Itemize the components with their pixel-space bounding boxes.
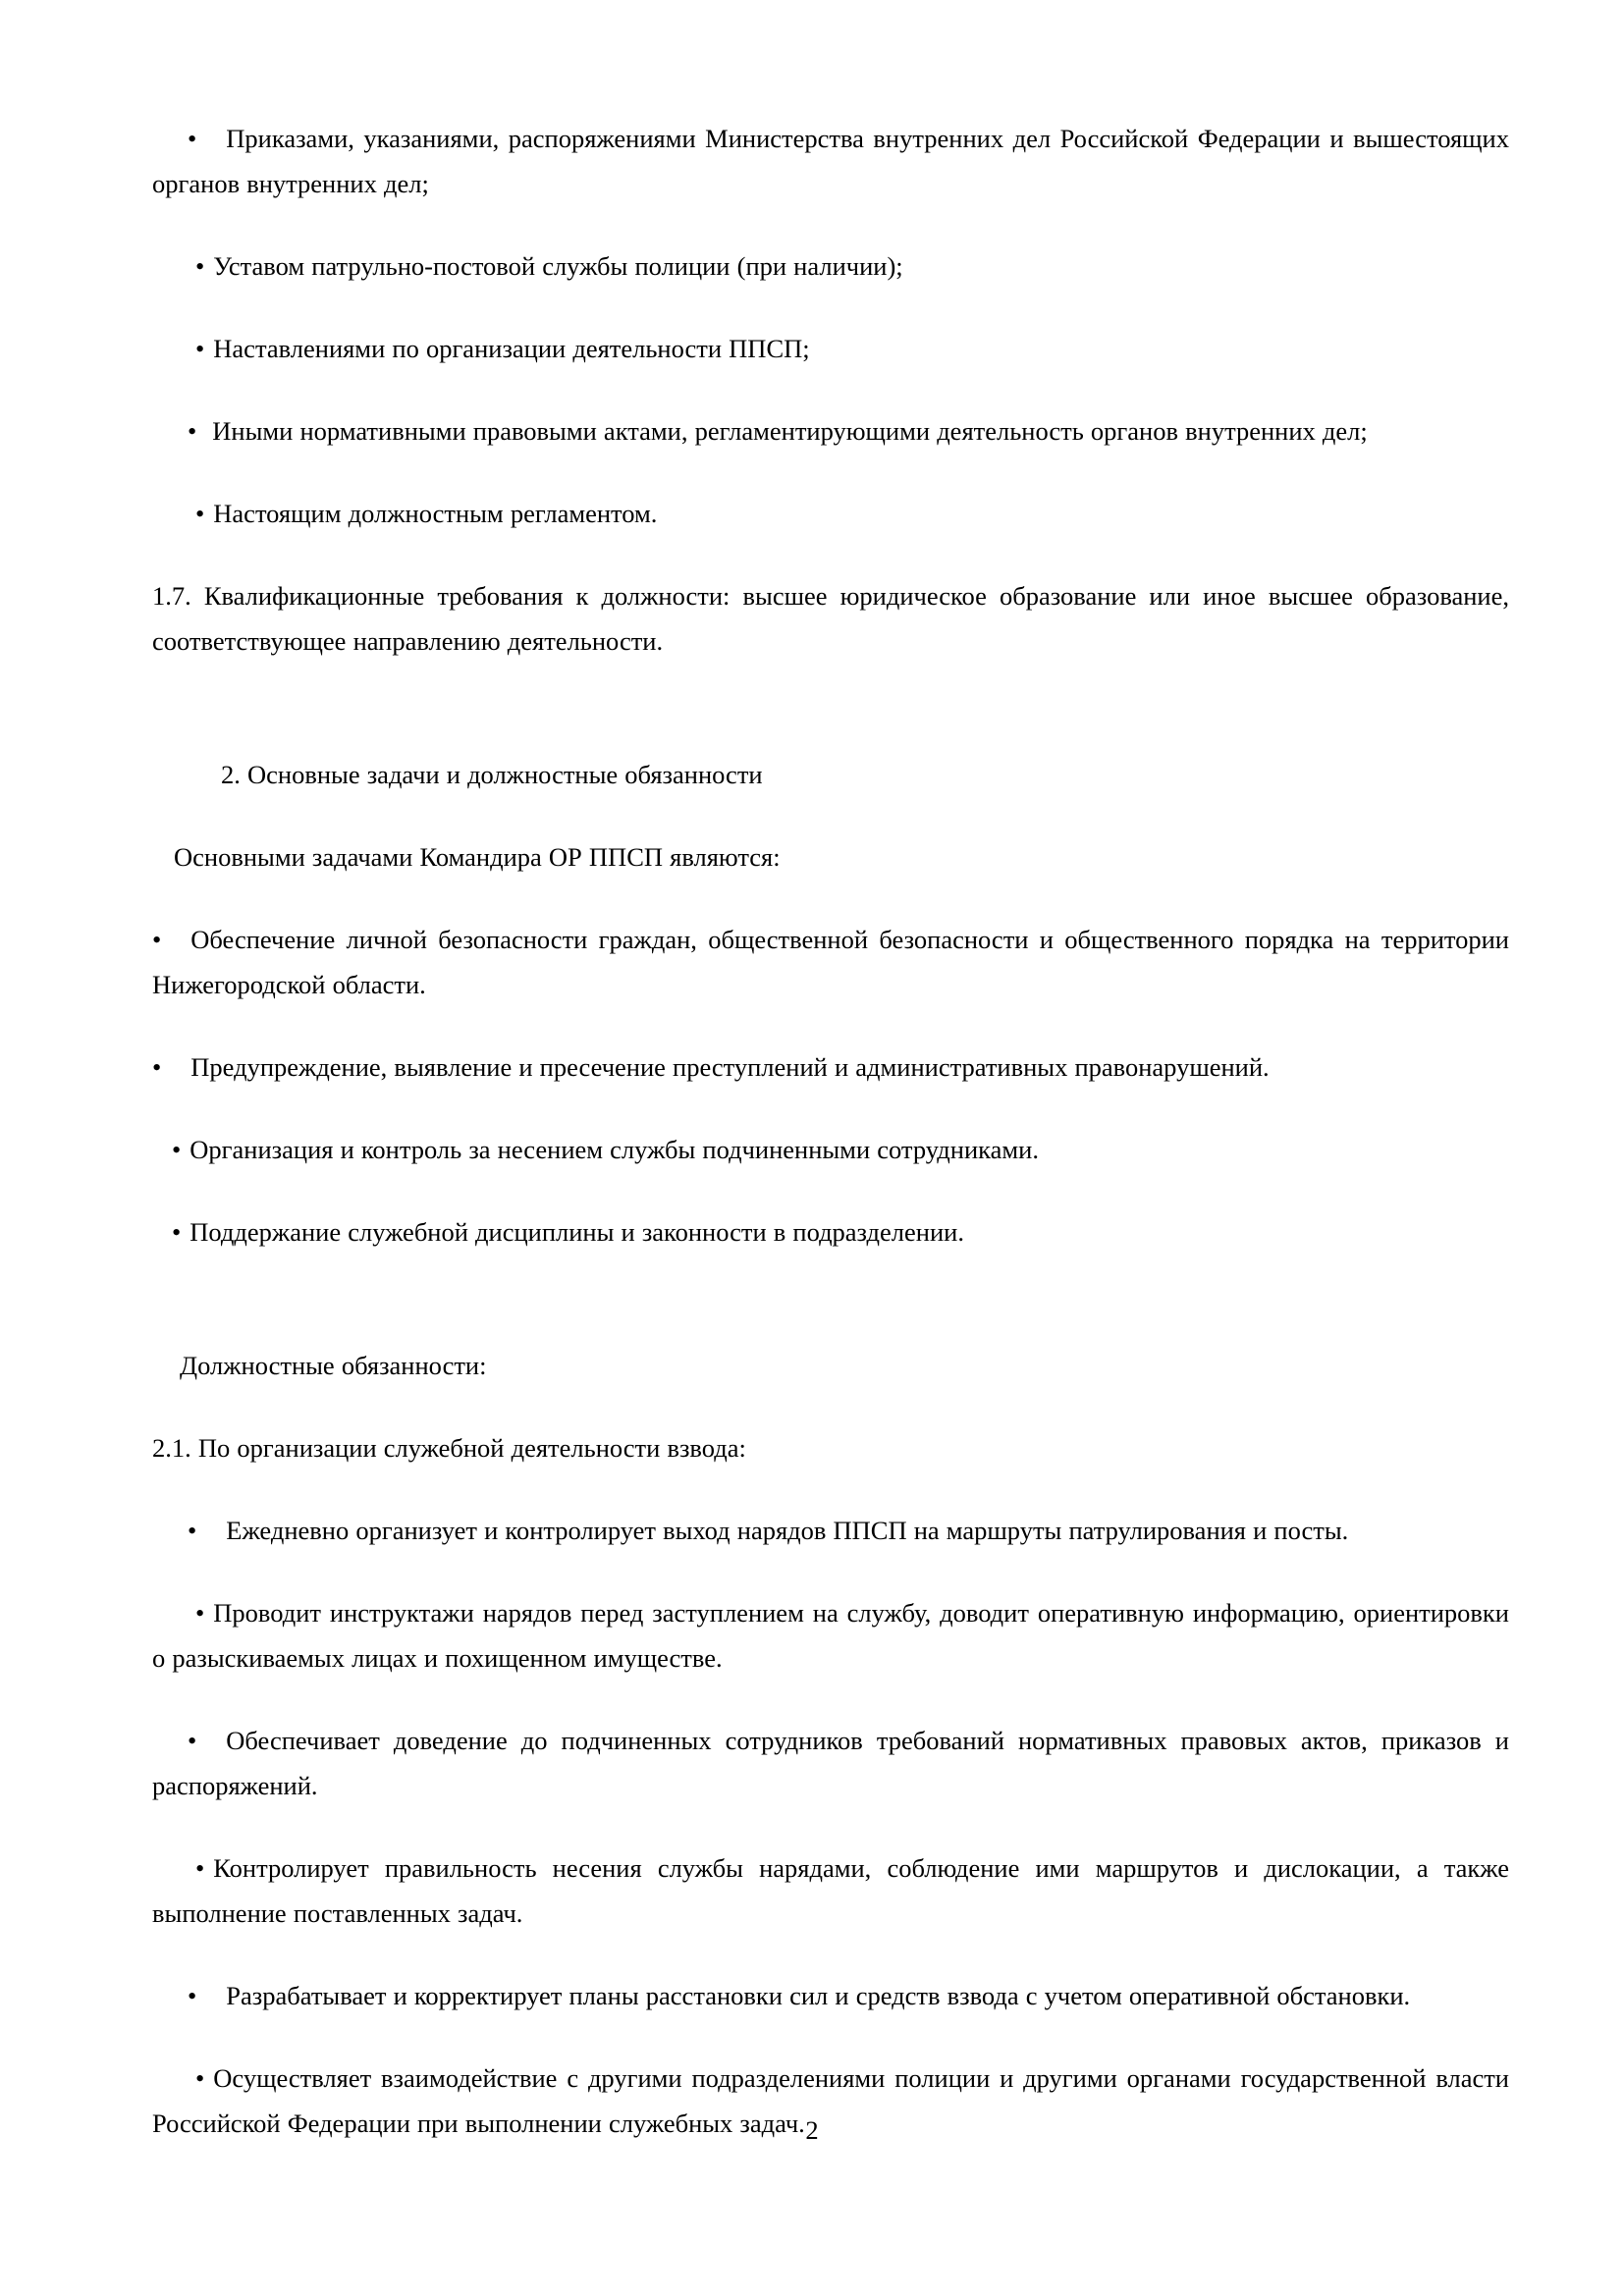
spacer (152, 1111, 1509, 1127)
spacer (152, 558, 1509, 573)
spacer (152, 1194, 1509, 1209)
list-item-text: Уставом патрульно-постовой службы полиции (при наличии); (213, 251, 903, 281)
spacer (152, 1492, 1509, 1508)
list-item (152, 116, 1509, 206)
duties-label: Должностные обязанности: (180, 1351, 487, 1380)
spacer (152, 819, 1509, 834)
bullet-icon: • (188, 1981, 197, 2010)
spacer (152, 901, 1509, 917)
spacer (152, 2040, 1509, 2056)
list-item-text: Наставлениями по организации деятельности ППСП; (213, 334, 810, 363)
list-item (152, 1973, 1509, 2018)
bullet-icon: • (188, 416, 197, 446)
list-item (152, 408, 1509, 454)
list-item-text: Поддержание служебной дисциплины и законности в подразделении. (189, 1217, 964, 1247)
bullet-icon: • (188, 124, 197, 153)
list-item (152, 1209, 1509, 1255)
clause-1-7: 1.7. Квалификационные требования к должности: высшее юридическое образование или иное высшее образование, соответствующее направлению деятельности. (152, 581, 1509, 656)
page-number: 2 (805, 2115, 819, 2145)
page-content (152, 116, 1509, 2167)
bullet-icon: • (188, 1726, 197, 1755)
intro-tasks: Основными задачами Командира ОР ППСП являются: (174, 842, 781, 872)
spacer (152, 1575, 1509, 1590)
list-item-text: Приказами, указаниями, распоряжениями Министерства внутренних дел Российской Федерации и вышестоящих органов внутренних дел; (152, 124, 1509, 198)
spacer (152, 475, 1509, 491)
list-item (152, 1508, 1509, 1553)
list-item-text: Обеспечивает доведение до подчиненных сотрудников требований нормативных правовых актов, приказов и распоряжений. (152, 1726, 1509, 1800)
clause-2-1: 2.1. По организации служебной деятельности взвода: (152, 1433, 746, 1463)
list-item (152, 243, 1509, 289)
list-item-text: Предупреждение, выявление и пресечение преступлений и административных правонарушений. (190, 1052, 1270, 1082)
list-item-text: Проводит инструктажи нарядов перед заступлением на службу, доводит оперативную информацию, ориентировки о разыскиваемых лицах и похищенном имуществе. (152, 1598, 1509, 1673)
list-item (152, 1044, 1509, 1090)
list-item-text: Иными нормативными правовыми актами, регламентирующими деятельность органов внутренних дел; (212, 416, 1368, 446)
list-item (152, 1718, 1509, 1808)
list-item (152, 1845, 1509, 1936)
bullet-icon: • (172, 1217, 182, 1247)
list-item (152, 1590, 1509, 1681)
bullet-icon: • (172, 1135, 182, 1164)
spacer (152, 310, 1509, 326)
list-item-text: Организация и контроль за несением службы подчиненными сотрудниками. (189, 1135, 1039, 1164)
list-item-text: Осуществляет взаимодействие с другими подразделениями полиции и другими органами государственной власти Российской Федерации при выполнении служебных задач. (152, 2063, 1509, 2138)
list-item-text: Разрабатывает и корректирует планы расстановки сил и средств взвода с учетом оперативной обстановки. (226, 1981, 1411, 2010)
bullet-icon: • (195, 1598, 205, 1628)
spacer (152, 1830, 1509, 1845)
list-item (152, 1127, 1509, 1172)
spacer (152, 1957, 1509, 1973)
bullet-icon: • (152, 925, 162, 954)
list-item-text: Обеспечение личной безопасности граждан, общественной безопасности и общественного порядка на территории Нижегородской области. (152, 925, 1509, 999)
spacer (152, 393, 1509, 408)
list-item-text: Контролирует правильность несения службы нарядами, соблюдение ими маршрутов и дислокации, а также выполнение поставленных задач. (152, 1853, 1509, 1928)
spacer (152, 1702, 1509, 1718)
spacer (152, 1029, 1509, 1044)
bullet-icon: • (195, 251, 205, 281)
bullet-icon: • (195, 1853, 205, 1883)
spacer (152, 1410, 1509, 1425)
bullet-icon: • (195, 2063, 205, 2093)
bullet-icon: • (152, 1052, 162, 1082)
list-item (152, 326, 1509, 371)
list-item (152, 917, 1509, 1007)
spacer (152, 228, 1509, 243)
list-item-text: Ежедневно организует и контролирует выход нарядов ППСП на маршруты патрулирования и посты. (226, 1516, 1349, 1545)
section-heading-2: 2. Основные задачи и должностные обязанности (221, 760, 763, 789)
spacer (152, 685, 1509, 752)
bullet-icon: • (195, 499, 205, 528)
spacer (152, 1276, 1509, 1343)
list-item-text: Настоящим должностным регламентом. (213, 499, 658, 528)
bullet-icon: • (188, 1516, 197, 1545)
bullet-icon: • (195, 334, 205, 363)
list-item (152, 491, 1509, 536)
